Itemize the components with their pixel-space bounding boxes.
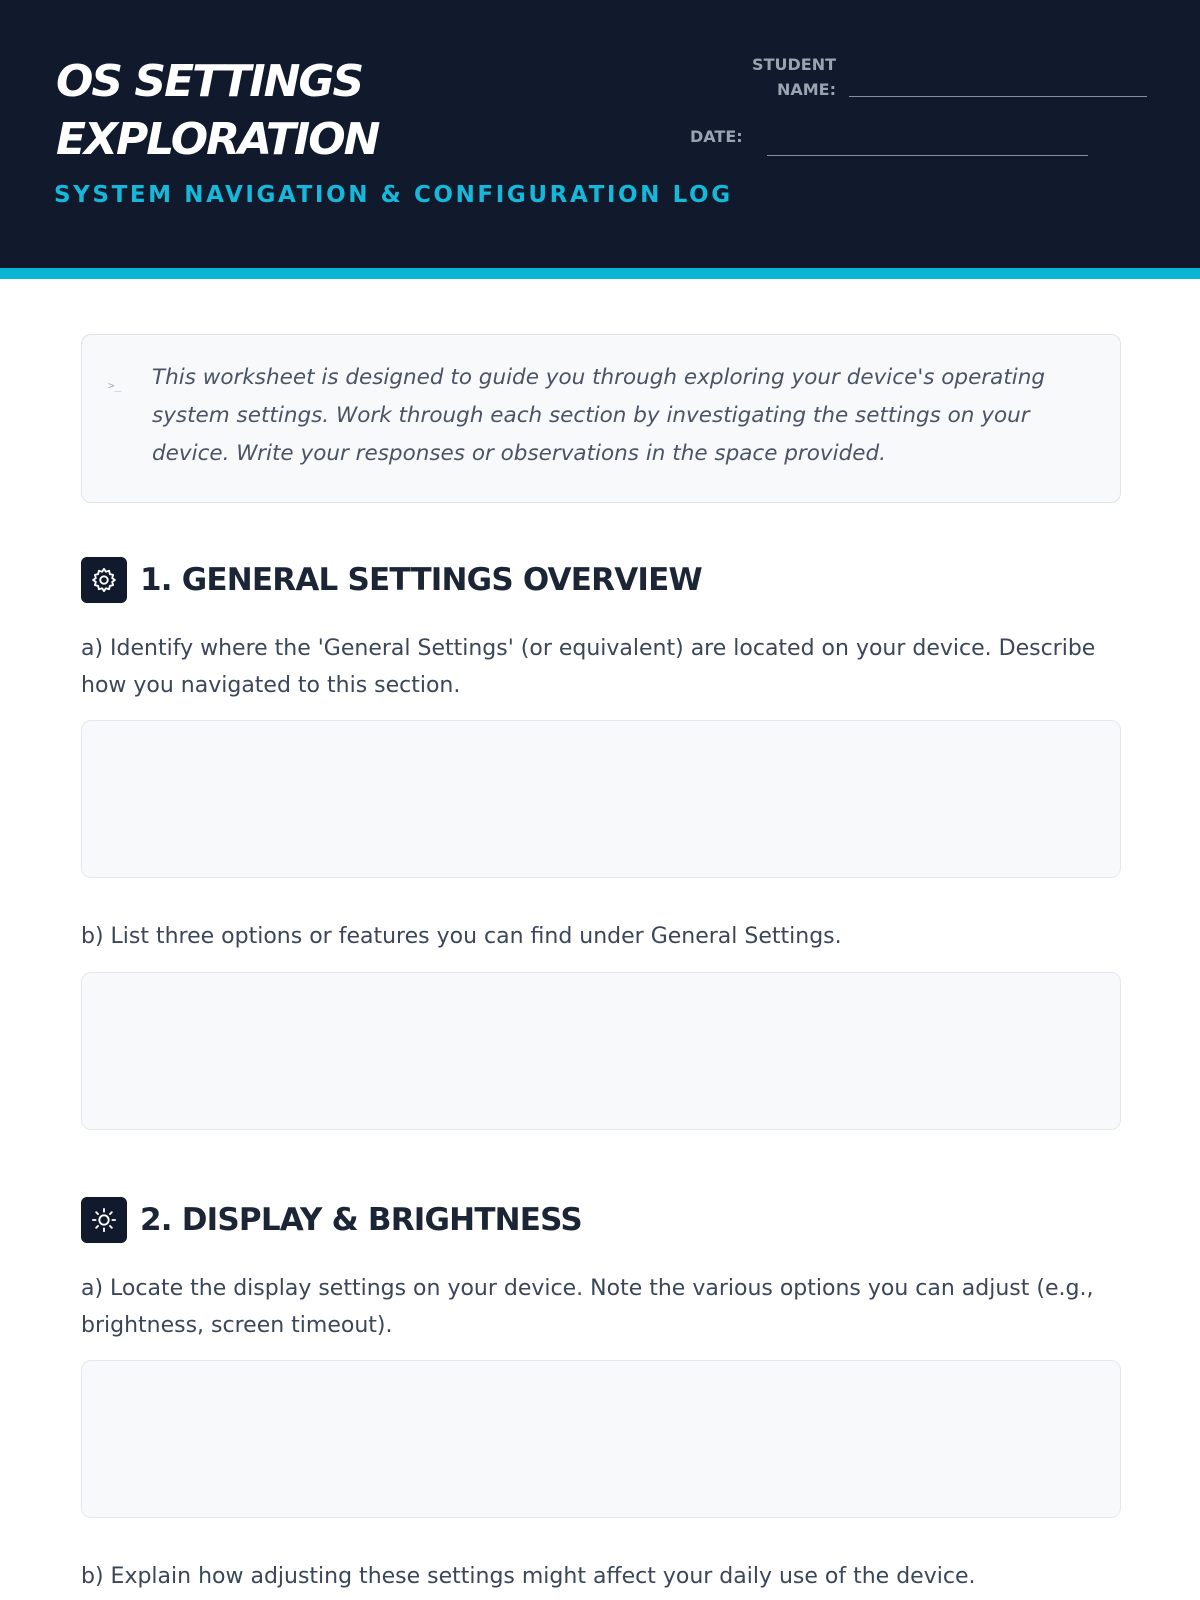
section-1-title: 1. GENERAL SETTINGS OVERVIEW	[140, 562, 702, 598]
gear-icon	[81, 557, 127, 603]
answer-box-1a[interactable]	[81, 720, 1121, 878]
sun-icon	[81, 1197, 127, 1243]
intro-callout	[81, 334, 1121, 503]
header-accent-bar	[0, 268, 1200, 279]
question-1b: b) List three options or features you can find under General Settings.	[81, 924, 842, 949]
intro-text: This worksheet is designed to guide you through exploring your device's operating system settings. Work through each section by investigating the settings on your device. Write your responses or observations in the space provided.	[152, 365, 1045, 466]
date-label: DATE:	[690, 127, 743, 146]
student-name-field[interactable]	[849, 96, 1147, 97]
question-1a: a) Identify where the 'General Settings' (or equivalent) are located on your device. Describe how you navigated to this section.	[81, 636, 1096, 698]
answer-box-2a[interactable]	[81, 1360, 1121, 1518]
answer-box-1b[interactable]	[81, 972, 1121, 1130]
worksheet-header	[0, 0, 1200, 268]
worksheet-title-line-2: EXPLORATION	[56, 114, 379, 165]
date-field[interactable]	[767, 155, 1088, 156]
question-2b: b) Explain how adjusting these settings might affect your daily use of the device.	[81, 1564, 976, 1589]
question-2a: a) Locate the display settings on your device. Note the various options you can adjust (e.g., brightness, screen timeout).	[81, 1276, 1094, 1338]
section-2-title: 2. DISPLAY & BRIGHTNESS	[140, 1202, 582, 1238]
worksheet-subtitle: SYSTEM NAVIGATION & CONFIGURATION LOG	[54, 182, 733, 208]
worksheet-title-line-1: OS SETTINGS	[56, 56, 363, 107]
terminal-prompt-icon: >_	[108, 379, 122, 392]
student-name-label: STUDENT NAME:	[752, 55, 836, 99]
